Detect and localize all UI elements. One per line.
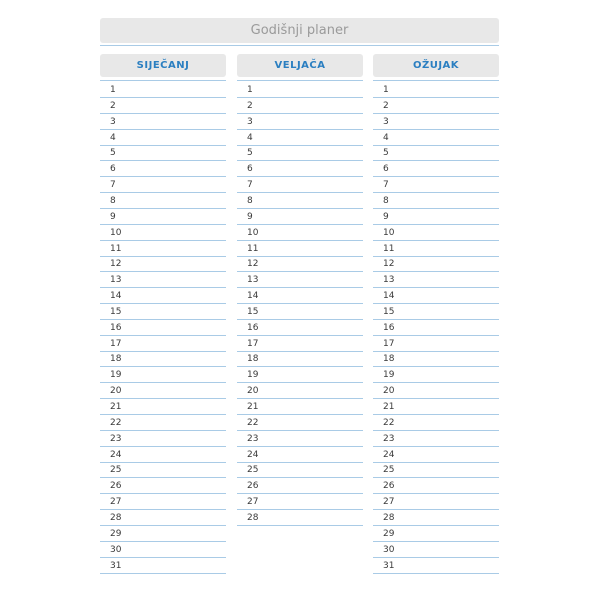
day-number: 17 xyxy=(110,338,122,349)
day-number: 14 xyxy=(247,291,259,302)
day-row xyxy=(237,130,363,146)
month-column-sijecanj xyxy=(100,54,226,571)
day-row xyxy=(373,510,499,526)
month-column-ozujak xyxy=(373,54,499,571)
day-row xyxy=(373,526,499,542)
day-row xyxy=(373,304,499,320)
day-number: 26 xyxy=(383,481,395,492)
day-number: 16 xyxy=(247,322,259,333)
day-number: 2 xyxy=(110,100,116,111)
day-row xyxy=(100,130,226,146)
day-row xyxy=(373,351,499,367)
day-number: 11 xyxy=(383,243,395,254)
day-number: 18 xyxy=(383,354,395,365)
day-number: 6 xyxy=(383,164,389,175)
month-header: VELJAČA xyxy=(237,54,363,77)
day-row xyxy=(237,383,363,399)
day-row xyxy=(373,447,499,463)
day-number: 23 xyxy=(247,433,259,444)
day-row xyxy=(373,98,499,114)
day-number: 28 xyxy=(247,512,259,523)
day-number: 20 xyxy=(247,386,259,397)
day-row xyxy=(373,82,499,98)
day-row xyxy=(373,241,499,257)
day-number: 28 xyxy=(383,512,395,523)
day-number: 30 xyxy=(383,544,395,555)
day-number: 21 xyxy=(110,402,122,412)
day-row xyxy=(373,193,499,209)
day-row xyxy=(237,193,363,209)
day-row xyxy=(100,336,226,352)
day-number: 30 xyxy=(110,544,122,555)
day-number: 5 xyxy=(247,148,253,159)
month-header: OŽUJAK xyxy=(373,54,499,77)
day-row xyxy=(373,415,499,431)
day-row xyxy=(373,288,499,304)
day-row xyxy=(237,304,363,320)
day-number: 21 xyxy=(247,402,259,412)
day-number: 19 xyxy=(383,370,395,381)
day-row xyxy=(237,415,363,431)
day-number: 6 xyxy=(247,164,253,175)
day-number: 27 xyxy=(110,497,122,508)
day-number: 11 xyxy=(110,243,122,254)
day-number: 5 xyxy=(383,148,389,159)
day-number: 31 xyxy=(110,560,122,571)
day-row xyxy=(100,145,226,161)
day-row xyxy=(237,82,363,98)
month-divider xyxy=(237,80,363,81)
day-row xyxy=(373,209,499,225)
day-number: 3 xyxy=(110,116,116,127)
day-row xyxy=(237,225,363,241)
day-row xyxy=(100,494,226,510)
day-number: 17 xyxy=(247,338,259,349)
day-number: 12 xyxy=(110,259,122,270)
day-row xyxy=(100,383,226,399)
day-row xyxy=(373,161,499,177)
day-number: 9 xyxy=(383,211,389,222)
day-row xyxy=(100,367,226,383)
day-number: 1 xyxy=(383,85,389,95)
day-row xyxy=(237,320,363,336)
day-writing-line xyxy=(100,573,226,574)
day-number: 17 xyxy=(383,338,395,349)
day-row xyxy=(100,209,226,225)
day-number: 7 xyxy=(247,180,253,191)
day-row xyxy=(373,145,499,161)
day-row xyxy=(373,320,499,336)
day-row xyxy=(237,447,363,463)
day-row xyxy=(100,558,226,574)
day-row xyxy=(100,399,226,415)
day-row xyxy=(373,256,499,272)
day-number: 27 xyxy=(383,497,395,508)
day-number: 8 xyxy=(383,195,389,206)
day-number: 3 xyxy=(247,116,253,127)
day-row xyxy=(237,272,363,288)
day-row xyxy=(100,241,226,257)
day-row xyxy=(237,399,363,415)
day-row xyxy=(100,288,226,304)
day-number: 24 xyxy=(383,449,395,460)
day-row xyxy=(373,383,499,399)
day-number: 22 xyxy=(247,417,259,428)
day-writing-line xyxy=(237,525,363,526)
day-row xyxy=(100,98,226,114)
day-number: 7 xyxy=(110,180,116,191)
day-row xyxy=(373,542,499,558)
day-row xyxy=(373,431,499,447)
day-number: 22 xyxy=(383,417,395,428)
day-number: 29 xyxy=(383,528,395,539)
day-number: 19 xyxy=(110,370,122,381)
day-number: 31 xyxy=(383,560,395,571)
day-row xyxy=(373,272,499,288)
day-row xyxy=(237,431,363,447)
day-row xyxy=(373,367,499,383)
day-number: 7 xyxy=(383,180,389,191)
day-number: 10 xyxy=(247,227,259,238)
day-row xyxy=(100,193,226,209)
day-row xyxy=(100,351,226,367)
day-row xyxy=(373,478,499,494)
title-divider xyxy=(100,45,499,46)
day-row xyxy=(237,510,363,526)
day-number: 14 xyxy=(110,291,122,302)
day-row xyxy=(237,209,363,225)
day-row xyxy=(237,367,363,383)
day-row xyxy=(100,114,226,130)
day-number: 8 xyxy=(110,195,116,206)
day-row xyxy=(237,114,363,130)
day-number: 25 xyxy=(247,465,259,476)
day-number: 24 xyxy=(247,449,259,460)
day-number: 3 xyxy=(383,116,389,127)
day-number: 21 xyxy=(383,402,395,412)
month-divider xyxy=(100,80,226,81)
day-row xyxy=(100,177,226,193)
day-row xyxy=(100,256,226,272)
day-number: 26 xyxy=(247,481,259,492)
day-row xyxy=(100,225,226,241)
day-row xyxy=(237,241,363,257)
day-writing-line xyxy=(373,573,499,574)
day-number: 16 xyxy=(110,322,122,333)
page-title: Godišnji planer xyxy=(100,18,499,43)
day-row xyxy=(100,462,226,478)
day-number: 28 xyxy=(110,512,122,523)
day-row xyxy=(373,336,499,352)
day-number: 25 xyxy=(383,465,395,476)
day-number: 18 xyxy=(110,354,122,365)
day-row xyxy=(373,114,499,130)
day-row xyxy=(100,478,226,494)
day-row xyxy=(100,447,226,463)
month-column-veljaca xyxy=(237,54,363,523)
day-row xyxy=(373,462,499,478)
day-row xyxy=(100,431,226,447)
day-row xyxy=(237,145,363,161)
day-number: 4 xyxy=(110,132,116,143)
day-number: 9 xyxy=(110,211,116,222)
day-number: 13 xyxy=(247,275,259,286)
day-row xyxy=(100,526,226,542)
day-row xyxy=(100,82,226,98)
day-number: 22 xyxy=(110,417,122,428)
day-row xyxy=(373,558,499,574)
day-number: 20 xyxy=(110,386,122,397)
day-number: 9 xyxy=(247,211,253,222)
day-row xyxy=(373,177,499,193)
day-number: 20 xyxy=(383,386,395,397)
day-row xyxy=(100,510,226,526)
day-number: 1 xyxy=(247,85,253,95)
day-number: 5 xyxy=(110,148,116,159)
day-row xyxy=(237,288,363,304)
day-number: 25 xyxy=(110,465,122,476)
day-number: 12 xyxy=(247,259,259,270)
day-row xyxy=(237,98,363,114)
day-number: 19 xyxy=(247,370,259,381)
day-number: 29 xyxy=(110,528,122,539)
day-row xyxy=(373,130,499,146)
day-number: 24 xyxy=(110,449,122,460)
day-number: 10 xyxy=(383,227,395,238)
day-number: 23 xyxy=(110,433,122,444)
day-row xyxy=(237,177,363,193)
day-row xyxy=(237,336,363,352)
day-number: 8 xyxy=(247,195,253,206)
day-number: 13 xyxy=(383,275,395,286)
day-number: 1 xyxy=(110,85,116,95)
day-row xyxy=(100,542,226,558)
day-row xyxy=(100,415,226,431)
day-number: 10 xyxy=(110,227,122,238)
month-divider xyxy=(373,80,499,81)
day-row xyxy=(100,304,226,320)
day-number: 2 xyxy=(383,100,389,111)
day-number: 15 xyxy=(110,306,122,317)
day-number: 11 xyxy=(247,243,259,254)
day-number: 14 xyxy=(383,291,395,302)
day-number: 12 xyxy=(383,259,395,270)
day-row xyxy=(237,462,363,478)
day-number: 6 xyxy=(110,164,116,175)
day-number: 4 xyxy=(247,132,253,143)
day-number: 18 xyxy=(247,354,259,365)
day-row xyxy=(237,478,363,494)
day-number: 26 xyxy=(110,481,122,492)
day-number: 15 xyxy=(383,306,395,317)
day-number: 13 xyxy=(110,275,122,286)
day-number: 15 xyxy=(247,306,259,317)
day-row xyxy=(100,320,226,336)
day-row xyxy=(100,272,226,288)
day-number: 2 xyxy=(247,100,253,111)
day-number: 23 xyxy=(383,433,395,444)
day-number: 16 xyxy=(383,322,395,333)
day-row xyxy=(100,161,226,177)
day-number: 4 xyxy=(383,132,389,143)
day-row xyxy=(237,351,363,367)
day-row xyxy=(373,494,499,510)
day-row xyxy=(373,399,499,415)
day-row xyxy=(373,225,499,241)
day-row xyxy=(237,494,363,510)
day-row xyxy=(237,161,363,177)
day-row xyxy=(237,256,363,272)
month-header: SIJEČANJ xyxy=(100,54,226,77)
day-number: 27 xyxy=(247,497,259,508)
